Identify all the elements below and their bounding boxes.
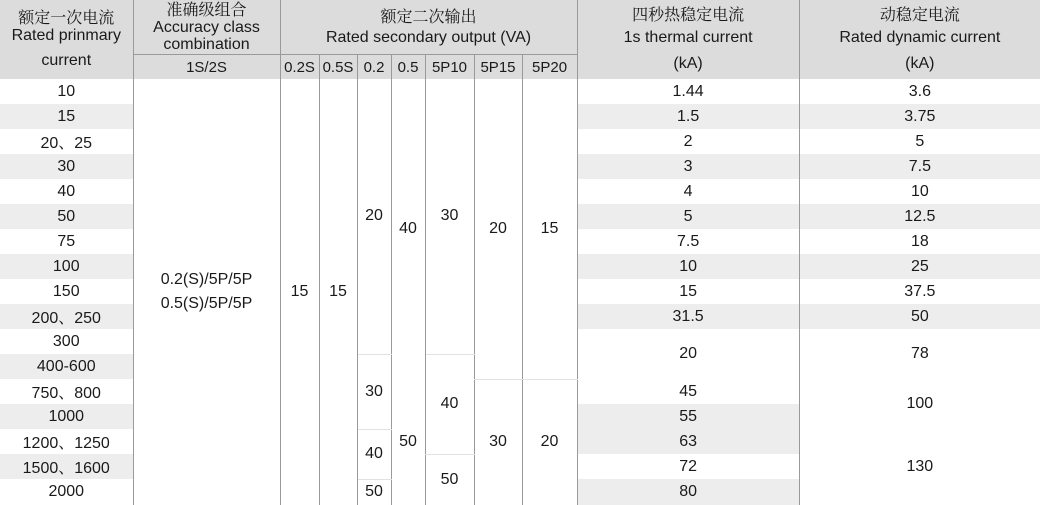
header-accuracy-cn: 准确级组合 [166,1,247,19]
thermal-current-cell: 1.44 [577,79,799,104]
output-5p10-cell: 50 [425,454,474,505]
accuracy-value: 0.5(S)/5P/5P [160,294,253,312]
header-rated-current-en2: current [41,52,92,69]
dynamic-current-cell: 3.6 [799,79,1040,104]
header-accuracy-en: Accuracy class [153,18,260,36]
header-dynamic-en: Rated dynamic current [839,29,1001,46]
rated-current-cell: 1000 [0,404,133,429]
rated-current-cell: 15 [0,104,133,129]
thermal-current-cell: 7.5 [577,229,799,254]
rated-current-cell: 150 [0,279,133,304]
dynamic-current-cell: 10 [799,179,1040,204]
rated-current-cell: 750、800 [0,379,133,404]
header-col-0-5s: 0.5S [319,55,357,80]
rated-current-cell: 20、25 [0,129,133,154]
output-5p15-cell: 30 [474,379,522,505]
header-dynamic-cn: 动稳定电流 [879,7,960,24]
rated-current-cell: 50 [0,204,133,229]
dynamic-current-cell: 78 [799,329,1040,379]
dynamic-current-cell: 18 [799,229,1040,254]
dynamic-current-cell: 100 [799,379,1040,429]
dynamic-current-cell: 12.5 [799,204,1040,229]
rated-current-cell: 1500、1600 [0,454,133,479]
dynamic-current-cell: 37.5 [799,279,1040,304]
thermal-current-cell: 15 [577,279,799,304]
header-dynamic-current [799,0,1040,79]
dynamic-current-cell: 50 [799,304,1040,329]
header-col-0-2s: 0.2S [280,55,319,80]
output-0-2-cell: 20 [357,79,391,354]
header-col-5p15: 5P15 [474,55,522,80]
thermal-current-cell: 2 [577,129,799,154]
header-accuracy-en2: combination [163,35,250,53]
thermal-current-cell: 31.5 [577,304,799,329]
rated-current-cell: 300 [0,329,133,354]
dynamic-current-cell: 5 [799,129,1040,154]
output-5p10-cell: 30 [425,79,474,354]
header-secondary-output [280,0,577,55]
rated-current-cell: 40 [0,179,133,204]
rated-current-cell: 30 [0,154,133,179]
thermal-current-cell: 4 [577,179,799,204]
thermal-current-cell: 55 [577,404,799,429]
thermal-current-cell: 10 [577,254,799,279]
thermal-current-cell: 80 [577,479,799,505]
thermal-current-cell: 63 [577,429,799,454]
header-col-0-5: 0.5 [391,55,425,80]
header-secondary-en: Rated secondary output (VA) [325,28,532,46]
rated-current-cell: 400-600 [0,354,133,379]
header-rated-current [0,0,133,79]
dynamic-current-cell: 130 [799,429,1040,505]
output-0-5-cell: 50 [391,379,425,505]
output-0-2s-cell: 15 [280,79,319,505]
dynamic-current-cell: 25 [799,254,1040,279]
header-thermal-unit: (kA) [673,55,703,72]
thermal-current-cell: 45 [577,379,799,404]
output-5p20-cell: 20 [522,379,577,505]
rated-current-cell: 100 [0,254,133,279]
header-secondary-cn: 额定二次输出 [380,8,477,26]
header-col-5p20: 5P20 [522,55,577,80]
accuracy-value: 0.2(S)/5P/5P [160,270,253,288]
dynamic-current-cell: 3.75 [799,104,1040,129]
header-rated-current-cn: 额定一次电流 [18,10,115,27]
accuracy-combination-cell [133,79,280,505]
thermal-current-cell: 72 [577,454,799,479]
rated-current-cell: 2000 [0,479,133,505]
thermal-current-cell: 20 [577,329,799,379]
header-col-5p10: 5P10 [425,55,474,80]
header-thermal-cn: 四秒热稳定电流 [632,7,745,24]
header-rated-current-en: Rated prinmary [11,27,121,44]
header-dynamic-unit: (kA) [905,55,935,72]
dynamic-current-cell: 7.5 [799,154,1040,179]
output-5p10-cell: 40 [425,354,474,454]
output-5p15-cell: 20 [474,79,522,379]
output-0-2-cell: 50 [357,479,391,505]
rated-current-cell: 200、250 [0,304,133,329]
header-thermal-en: 1s thermal current [623,29,753,46]
thermal-current-cell: 3 [577,154,799,179]
rated-current-cell: 1200、1250 [0,429,133,454]
header-accuracy [133,0,280,55]
header-thermal-current [577,0,799,79]
output-0-5-cell: 40 [391,79,425,379]
output-0-2-cell: 40 [357,429,391,479]
thermal-current-cell: 5 [577,204,799,229]
rated-current-cell: 10 [0,79,133,104]
rated-current-cell: 75 [0,229,133,254]
header-accuracy-sub: 1S/2S [133,55,280,80]
header-col-0-2: 0.2 [357,55,391,80]
output-0-5s-cell: 15 [319,79,357,505]
thermal-current-cell: 1.5 [577,104,799,129]
output-0-2-cell: 30 [357,354,391,429]
output-5p20-cell: 15 [522,79,577,379]
